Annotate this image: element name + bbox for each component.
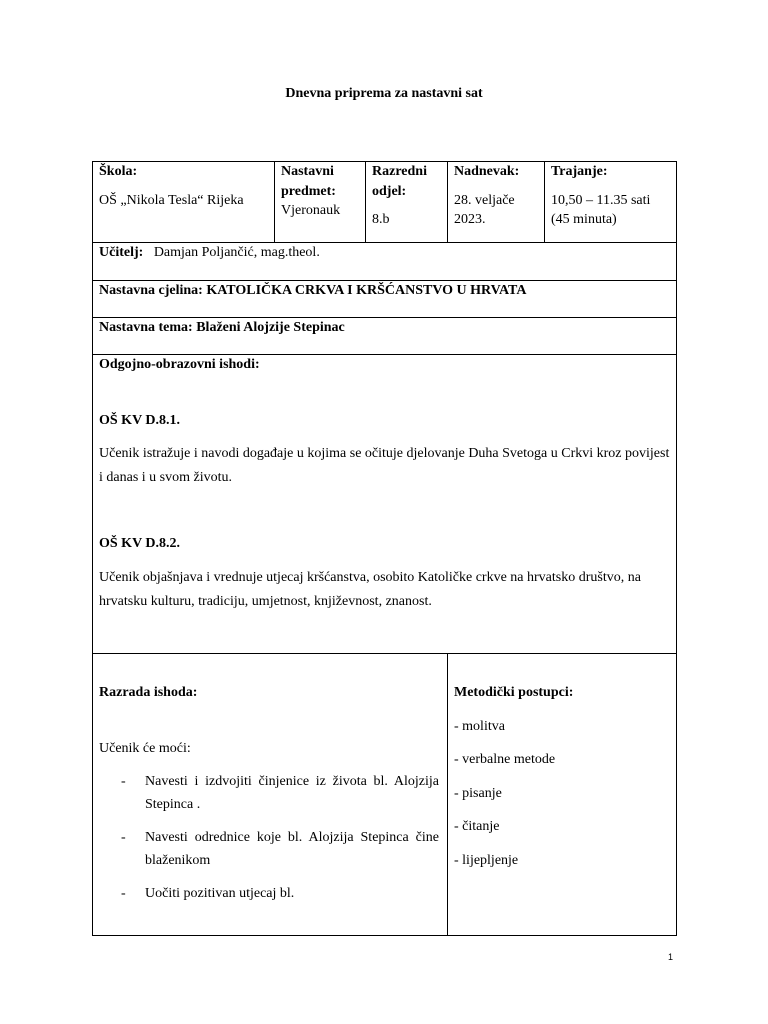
razrada-list (99, 770, 439, 905)
razrada-row (93, 654, 677, 936)
nadnevak-cell (448, 162, 545, 243)
razrada-intro: Učenik će moći: (99, 740, 191, 756)
ishodi-cell (93, 355, 677, 654)
list-item: - čitanje (454, 819, 500, 835)
tema-cell (93, 318, 677, 355)
list-item: - Uočiti pozitivan utjecaj bl. (99, 882, 439, 905)
predmet-cell (275, 162, 366, 243)
skola-cell (93, 162, 275, 243)
trajanje-label: Trajanje: (551, 164, 608, 179)
razred-value: 8.b (372, 212, 390, 228)
nadnevak-label: Nadnevak: (454, 164, 520, 179)
list-item: - Navesti i izdvojiti činjenice iz života bl. Alojzija Stepinca . (99, 770, 439, 816)
document-title: Dnevna priprema za nastavni sat (285, 86, 483, 101)
nadnevak-value-line-2: 2023. (454, 212, 486, 228)
tema-label: Nastavna tema: (99, 320, 193, 335)
metodicki-cell (448, 654, 677, 936)
tema-value: Blaženi Alojzije Stepinac (196, 320, 345, 335)
predmet-value: Vjeronauk (281, 203, 341, 219)
list-item: - verbalne metode (454, 752, 556, 768)
ishodi-label: Odgojno-obrazovni ishodi: (99, 357, 260, 372)
ucitelj-row (93, 243, 677, 281)
predmet-label-line-2: predmet: (281, 183, 336, 199)
predmet-label-line-1: Nastavni (281, 164, 334, 179)
list-item: - lijepljenje (454, 852, 519, 868)
razrada-cell (93, 654, 448, 936)
razred-cell (366, 162, 448, 243)
trajanje-value-line-2: (45 minuta) (551, 212, 617, 228)
skola-value: OŠ „Nikola Tesla“ Rijeka (99, 192, 244, 208)
ucitelj-label: Učitelj: (99, 245, 144, 260)
outcome-code: OŠ KV D.8.2. (99, 536, 181, 552)
razred-label-line-2: odjel: (372, 183, 407, 199)
outcome-text: Učenik istražuje i navodi događaje u kojima se očituje djelovanje Duha Svetoga u Crkvi kroz povijest i danas i u svom životu. (99, 446, 670, 486)
page-number: 1 (668, 952, 674, 962)
outcome-text: Učenik objašnjava i vrednuje utjecaj kršćanstva, osobito Katoličke crkve na hrvatsko društvo, na hrvatsku kulturu, tradiciju, umjetnost, književnost, znanost. (99, 569, 641, 609)
cjelina-label: Nastavna cjelina: (99, 283, 203, 298)
skola-label: Škola: (99, 164, 138, 179)
trajanje-cell (545, 162, 677, 243)
nadnevak-value-line-1: 28. veljače (454, 192, 515, 208)
outcome-code: OŠ KV D.8.1. (99, 412, 181, 428)
tema-row (93, 318, 677, 355)
ucitelj-cell (93, 243, 677, 281)
lesson-plan-table (92, 161, 677, 936)
ucitelj-value: Damjan Poljančić, mag.theol. (153, 245, 320, 260)
razred-label-line-1: Razredni (372, 164, 427, 179)
trajanje-value-line-1: 10,50 – 11.35 sati (551, 192, 651, 208)
metodicki-title: Metodički postupci: (454, 685, 574, 700)
header-row (93, 162, 677, 243)
cjelina-cell (93, 281, 677, 318)
list-item: - pisanje (454, 785, 502, 801)
list-item: - Navesti odrednice koje bl. Alojzija Stepinca čine blaženikom (99, 826, 439, 872)
cjelina-value: KATOLIČKA CRKVA I KRŠĆANSTVO U HRVATA (206, 283, 527, 298)
list-item: - molitva (454, 718, 505, 734)
cjelina-row (93, 281, 677, 318)
ishodi-row (93, 355, 677, 654)
razrada-title: Razrada ishoda: (99, 685, 198, 700)
